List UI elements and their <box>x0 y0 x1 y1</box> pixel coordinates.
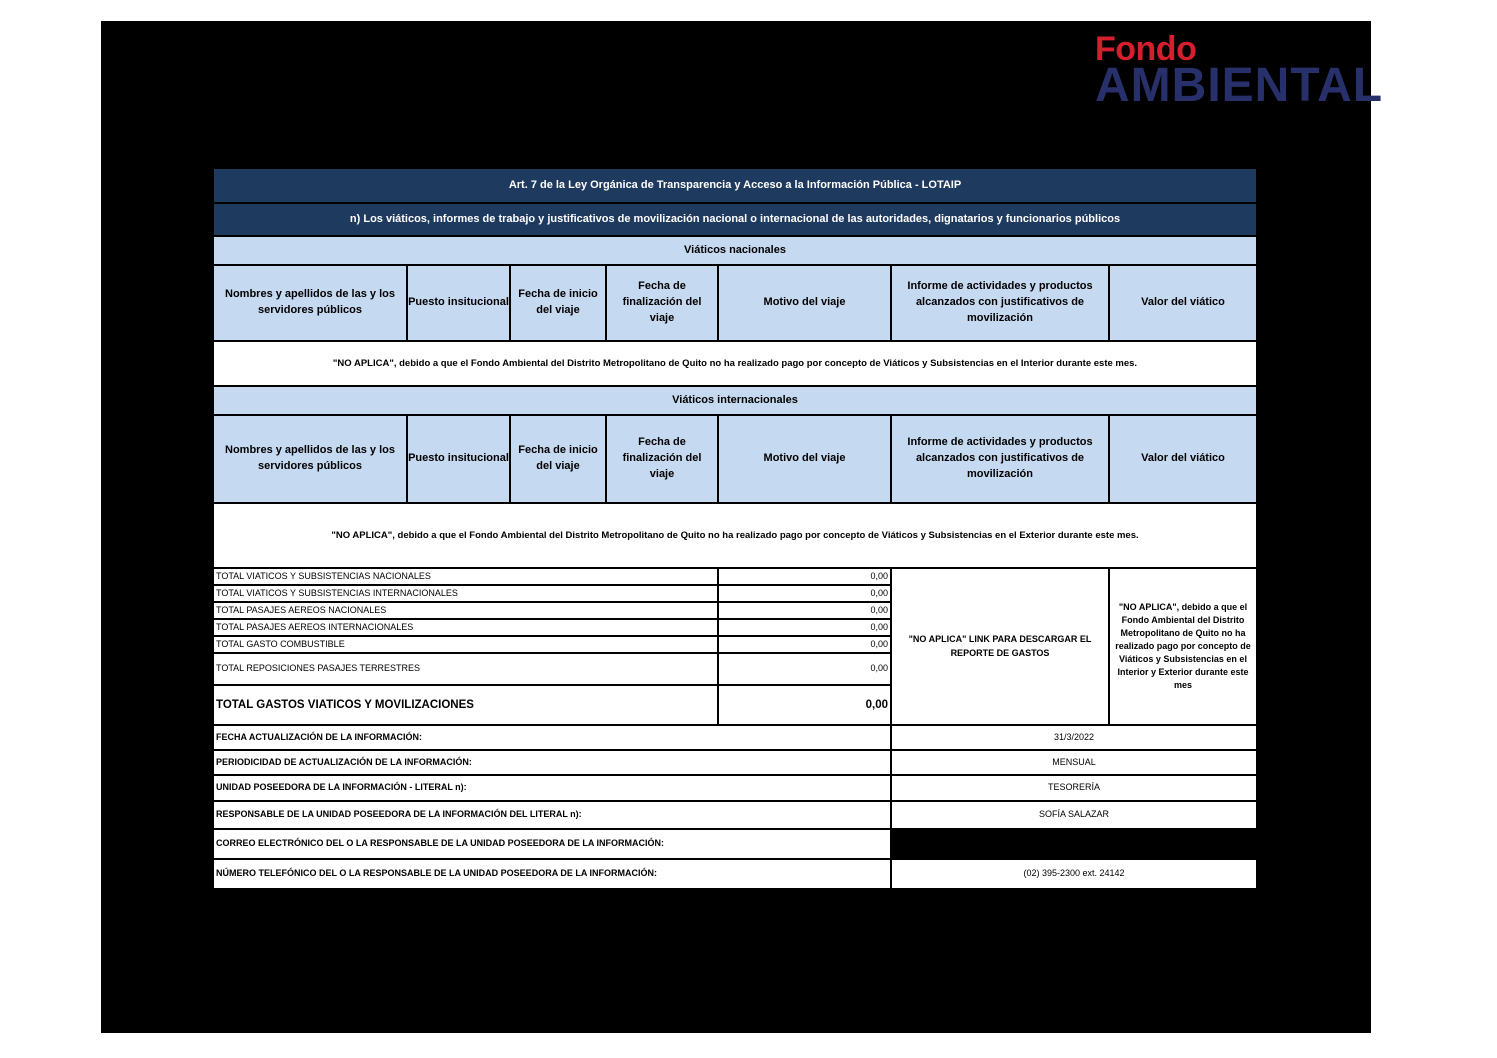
periodicidad-value: MENSUAL <box>891 750 1257 775</box>
column-header-puesto: Puesto insitucional <box>407 265 510 341</box>
nacionales-no-aplica-note: "NO APLICA", debido a que el Fondo Ambiental del Distrito Metropolitano de Quito no ha realizado pago por concepto de Viáticos y Subsistencias en el Interior durante este mes. <box>213 341 1257 386</box>
section-title-nacionales: Viáticos nacionales <box>213 236 1257 265</box>
correo-label: CORREO ELECTRÓNICO DEL O LA RESPONSABLE DE LA UNIDAD POSEEDORA DE LA INFORMACIÓN: <box>213 829 891 859</box>
periodicidad-label: PERIODICIDAD DE ACTUALIZACIÓN DE LA INFORMACIÓN: <box>213 750 891 775</box>
column-header-informe: Informe de actividades y productos alcanzados con justificativos de movilización <box>891 415 1109 503</box>
column-header-puesto: Puesto insitucional <box>407 415 510 503</box>
unidad-poseedora-value: TESORERÍA <box>891 775 1257 801</box>
column-header-valor: Valor del viático <box>1109 265 1257 341</box>
total-label: TOTAL PASAJES AEREOS INTERNACIONALES <box>213 619 718 636</box>
section-title-internacionales: Viáticos internacionales <box>213 386 1257 415</box>
total-value: 0,00 <box>718 636 891 653</box>
logo-line-1: Fondo <box>1095 30 1197 68</box>
total-label: TOTAL GASTO COMBUSTIBLE <box>213 636 718 653</box>
total-label: TOTAL REPOSICIONES PASAJES TERRESTRES <box>213 653 718 685</box>
column-header-fecha-inicio: Fecha de inicio del viaje <box>510 265 606 341</box>
grand-total-value: 0,00 <box>718 685 891 725</box>
table-subtitle: n) Los viáticos, informes de trabajo y justificativos de movilización nacional o internacional de las autoridades, dignatarios y funcionarios públicos <box>213 203 1257 236</box>
total-value: 0,00 <box>718 619 891 636</box>
total-label: TOTAL VIATICOS Y SUBSISTENCIAS INTERNACIONALES <box>213 585 718 602</box>
telefono-value: (02) 395-2300 ext. 24142 <box>891 859 1257 889</box>
column-header-valor: Valor del viático <box>1109 415 1257 503</box>
internacionales-no-aplica-note: "NO APLICA", debido a que el Fondo Ambiental del Distrito Metropolitano de Quito no ha realizado pago por concepto de Viáticos y Subsistencias en el Exterior durante este mes. <box>213 503 1257 568</box>
unidad-poseedora-label: UNIDAD POSEEDORA DE LA INFORMACIÓN - LITERAL n): <box>213 775 891 801</box>
total-value: 0,00 <box>718 568 891 585</box>
column-header-fecha-fin: Fecha de finalización del viaje <box>606 415 718 503</box>
fecha-actualizacion-label: FECHA ACTUALIZACIÓN DE LA INFORMACIÓN: <box>213 725 891 750</box>
column-header-motivo: Motivo del viaje <box>718 265 891 341</box>
column-header-informe: Informe de actividades y productos alcanzados con justificativos de movilización <box>891 265 1109 341</box>
column-header-fecha-inicio: Fecha de inicio del viaje <box>510 415 606 503</box>
column-header-motivo: Motivo del viaje <box>718 415 891 503</box>
fecha-actualizacion-value: 31/3/2022 <box>891 725 1257 750</box>
correo-value-cell <box>891 829 1257 859</box>
responsable-value: SOFÍA SALAZAR <box>891 801 1257 829</box>
telefono-label: NÚMERO TELEFÓNICO DEL O LA RESPONSABLE DE LA UNIDAD POSEEDORA DE LA INFORMACIÓN: <box>213 859 891 889</box>
total-value: 0,00 <box>718 602 891 619</box>
no-aplica-summary-note: "NO APLICA", debido a que el Fondo Ambiental del Distrito Metropolitano de Quito no ha realizado pago por concepto de Viáticos y Subsistencias en el Interior y Exterior durante este mes <box>1109 568 1257 725</box>
total-label: TOTAL PASAJES AEREOS NACIONALES <box>213 602 718 619</box>
column-header-nombres: Nombres y apellidos de las y los servidores públicos <box>213 265 407 341</box>
column-header-nombres: Nombres y apellidos de las y los servidores públicos <box>213 415 407 503</box>
logo-line-2: AMBIENTAL <box>1095 59 1384 112</box>
report-link-note[interactable]: "NO APLICA" LINK PARA DESCARGAR EL REPORTE DE GASTOS <box>891 568 1109 725</box>
fondo-ambiental-logo <box>1095 30 1384 112</box>
grand-total-label: TOTAL GASTOS VIATICOS Y MOVILIZACIONES <box>213 685 718 725</box>
responsable-label: RESPONSABLE DE LA UNIDAD POSEEDORA DE LA INFORMACIÓN DEL LITERAL n): <box>213 801 891 829</box>
total-value: 0,00 <box>718 653 891 685</box>
total-value: 0,00 <box>718 585 891 602</box>
column-header-fecha-fin: Fecha de finalización del viaje <box>606 265 718 341</box>
total-label: TOTAL VIATICOS Y SUBSISTENCIAS NACIONALES <box>213 568 718 585</box>
table-title: Art. 7 de la Ley Orgánica de Transparencia y Acceso a la Información Pública - LOTAIP <box>213 168 1257 203</box>
